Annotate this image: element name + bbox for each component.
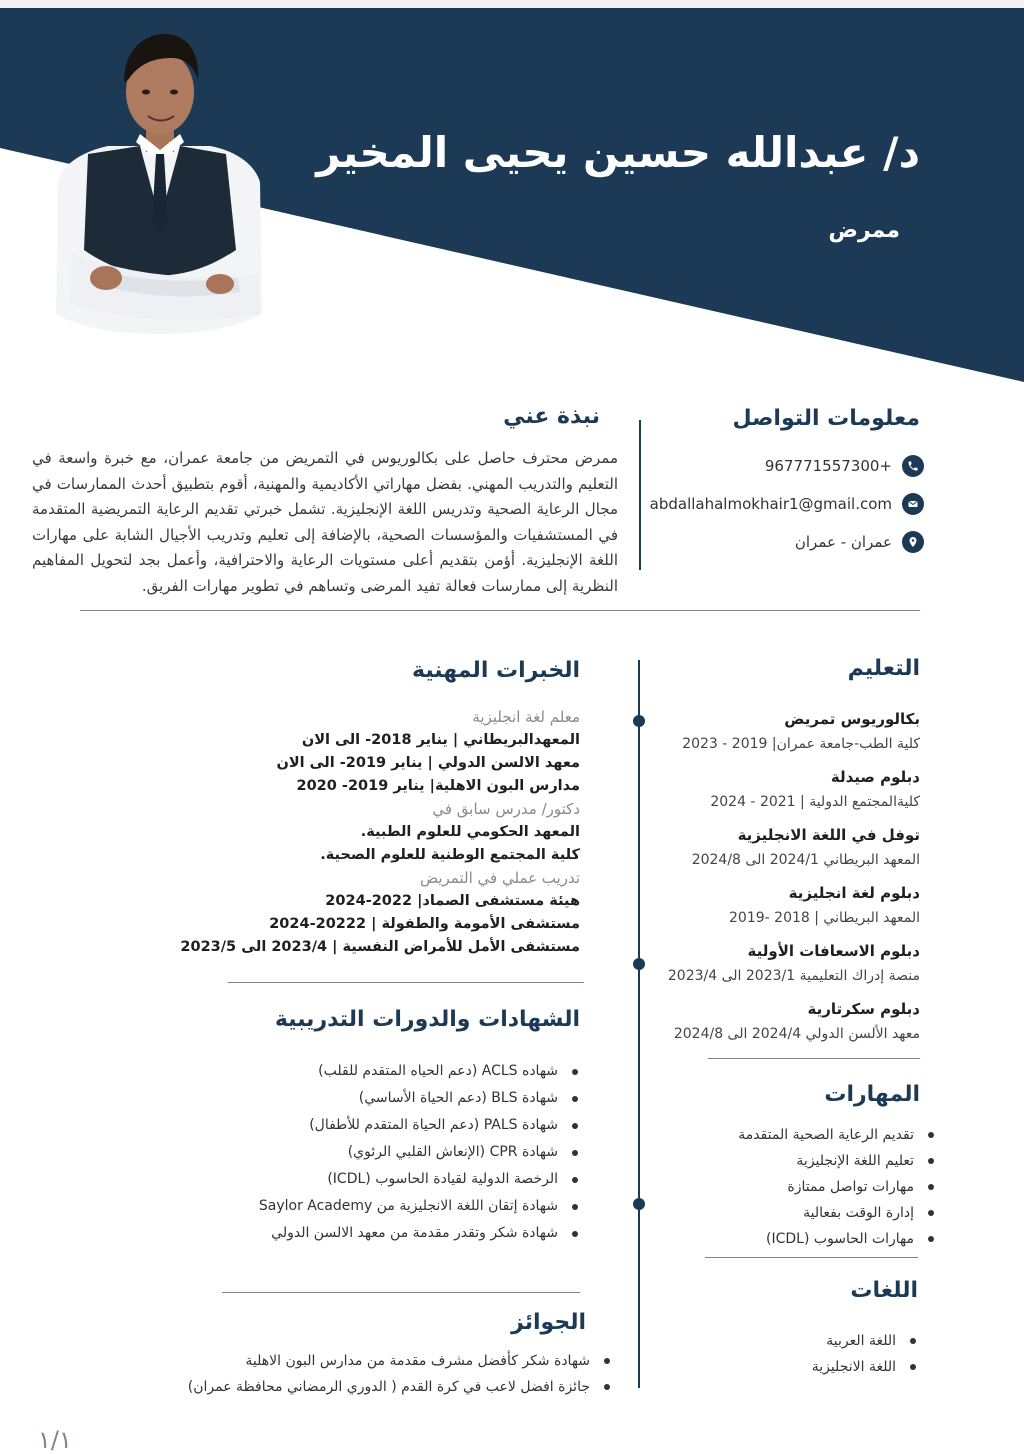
education-item xyxy=(640,706,920,756)
page-number: ١/١ xyxy=(38,1426,72,1454)
certificate-item: شهادة BLS (دعم الحياة الأساسي) xyxy=(259,1085,580,1112)
location-text: عمران - عمران xyxy=(794,533,892,551)
education-institution: منصة إدراك التعليمية 2023/1 الى 2023/4 xyxy=(667,968,920,984)
skills-heading: المهارات xyxy=(824,1082,920,1107)
experience-line: المعهدالبريطاني | يناير 2018- الى الان xyxy=(301,732,580,748)
skill-item: تعليم اللغة الإنجليزية xyxy=(738,1148,936,1174)
contact-email[interactable] xyxy=(650,493,924,515)
education-degree: دبلوم لغة انجليزية xyxy=(788,884,920,902)
certificates-heading: الشهادات والدورات التدريبية xyxy=(274,1007,580,1032)
skills-list xyxy=(738,1122,936,1252)
top-strip xyxy=(0,0,1024,8)
experience-group-heading: معلم لغة انجليزية xyxy=(472,708,580,726)
education-degree: دبلوم صيدلة xyxy=(830,768,920,786)
experience-line: مستشفى الأمل للأمراض النفسية | 2023/4 الى 2023/5 xyxy=(180,939,580,955)
experience-line: هيئة مستشفى الصماد| 2022-2024 xyxy=(325,893,580,909)
awards-heading: الجوائز xyxy=(511,1310,586,1335)
contact-location xyxy=(795,531,924,553)
about-text: ممرض محترف حاصل على بكالوريوس في التمريض من جامعة عمران، مع خبرة واسعة في التعليم والتدريب المهني. بفضل مهاراتي الأكاديمية والمهنية، أقوم بتطبيق أحدث الممارسات في مجال الرعاية الصحية وتدريس اللغة الإنجليزية. تشمل خبرتي تقديم الرعاية التمريضية المتقدمة في المستشفيات والمؤسسات الصحية، بالإضافة إلى تعليم وتدريب الأجيال الشابة على مهارات اللغة الإنجليزية. أؤمن بتقديم أعلى مستويات الرعاية والاحترافية، وأعمل بجد لتحويل المفاهيم النظرية إلى ممارسات فعالة تفيد المرضى وتساهم في تطوير مهارات الفريق. xyxy=(32,449,618,595)
skill-item: تقديم الرعاية الصحية المتقدمة xyxy=(738,1122,936,1148)
certificate-item: الرخصة الدولية لقيادة الحاسوب (ICDL) xyxy=(259,1166,580,1193)
certificates-divider xyxy=(222,1292,580,1293)
job-title: ممرض xyxy=(828,218,900,243)
education-list xyxy=(640,706,920,1054)
certificate-item: شهادة شكر وتقدر مقدمة من معهد الالسن الدولي xyxy=(259,1220,580,1247)
skill-item: مهارات الحاسوب (ICDL) xyxy=(738,1226,936,1252)
education-degree: بكالوريوس تمريض xyxy=(784,710,920,728)
person-name: د/ عبدالله حسين يحيى المخير xyxy=(316,128,920,177)
education-divider xyxy=(708,1058,920,1059)
email-icon xyxy=(902,493,924,515)
phone-icon xyxy=(902,455,924,477)
education-institution: المعهد البريطاني | 2018 -2019 xyxy=(729,910,920,926)
education-institution: كليةالمجتمع الدولية | 2021 - 2024 xyxy=(710,794,920,810)
experience-line: كلية المجتمع الوطنية للعلوم الصحية. xyxy=(320,847,580,863)
education-degree: دبلوم سكرتارية xyxy=(807,1000,920,1018)
experience-divider xyxy=(228,982,584,983)
certificate-item: شهادة إتقان اللغة الانجليزية من Saylor Academy xyxy=(259,1193,580,1220)
language-item: اللغة الانجليزية xyxy=(812,1354,918,1380)
education-item xyxy=(640,996,920,1046)
experience-line: مستشفى الأمومة والطفولة | 20222-2024 xyxy=(269,916,580,932)
education-institution: معهد الألسن الدولي 2024/4 الى 2024/8 xyxy=(673,1026,920,1042)
phone-text: +967771557300 xyxy=(764,457,892,475)
education-heading: التعليم xyxy=(847,656,920,681)
award-item: شهادة شكر كأفضل مشرف مقدمة من مدارس البون الاهلية xyxy=(188,1348,612,1374)
experience-group-heading: دكتور/ مدرس سابق في xyxy=(432,800,580,818)
education-institution: كلية الطب-جامعة عمران| 2019 - 2023 xyxy=(682,736,920,752)
certificate-item: شهاده ACLS (دعم الحياه المتقدم للقلب) xyxy=(259,1058,580,1085)
education-item xyxy=(640,880,920,930)
certificate-item: شهادة PALS (دعم الحياة المتقدم للأطفال) xyxy=(259,1112,580,1139)
certificates-list xyxy=(259,1058,580,1247)
section-divider xyxy=(80,610,920,611)
email-text: abdallahalmokhair1@gmail.com xyxy=(649,495,892,513)
award-item: جائزة افضل لاعب في كرة القدم ( الدوري الرمضاني محافظة عمران) xyxy=(188,1374,612,1400)
certificate-item: شهادة CPR (الإنعاش القلبي الرئوي) xyxy=(259,1139,580,1166)
timeline-dot xyxy=(633,1198,645,1210)
location-icon xyxy=(902,531,924,553)
experience-line: المعهد الحكومي للعلوم الطبية. xyxy=(360,824,580,840)
skills-divider xyxy=(705,1257,918,1258)
education-degree: توفل في اللغة الانجليزية xyxy=(737,826,920,844)
experience-heading: الخبرات المهنية xyxy=(411,658,580,683)
experience-line: معهد الالسن الدولي | يناير 2019- الى الان xyxy=(276,755,580,771)
experience-group-heading: تدريب عملي في التمريض xyxy=(419,869,580,887)
education-item xyxy=(640,822,920,872)
skill-item: مهارات تواصل ممتازة xyxy=(738,1174,936,1200)
experience-list xyxy=(160,706,580,959)
education-item xyxy=(640,938,920,988)
experience-line: مدارس البون الاهلية| يناير 2019- 2020 xyxy=(296,778,580,794)
contact-phone[interactable] xyxy=(765,455,924,477)
education-item xyxy=(640,764,920,814)
skill-item: إدارة الوقت بفعالية xyxy=(738,1200,936,1226)
profile-photo xyxy=(48,22,270,340)
languages-list xyxy=(812,1328,918,1380)
languages-heading: اللغات xyxy=(850,1278,918,1303)
education-institution: المعهد البريطاني 2024/1 الى 2024/8 xyxy=(691,852,920,868)
education-degree: دبلوم الاسعافات الأولية xyxy=(747,942,920,960)
contact-heading: معلومات التواصل xyxy=(732,406,920,431)
language-item: اللغة العربية xyxy=(812,1328,918,1354)
about-heading: نبذة عني xyxy=(503,404,600,429)
awards-list xyxy=(188,1348,612,1400)
about-divider xyxy=(639,420,641,570)
